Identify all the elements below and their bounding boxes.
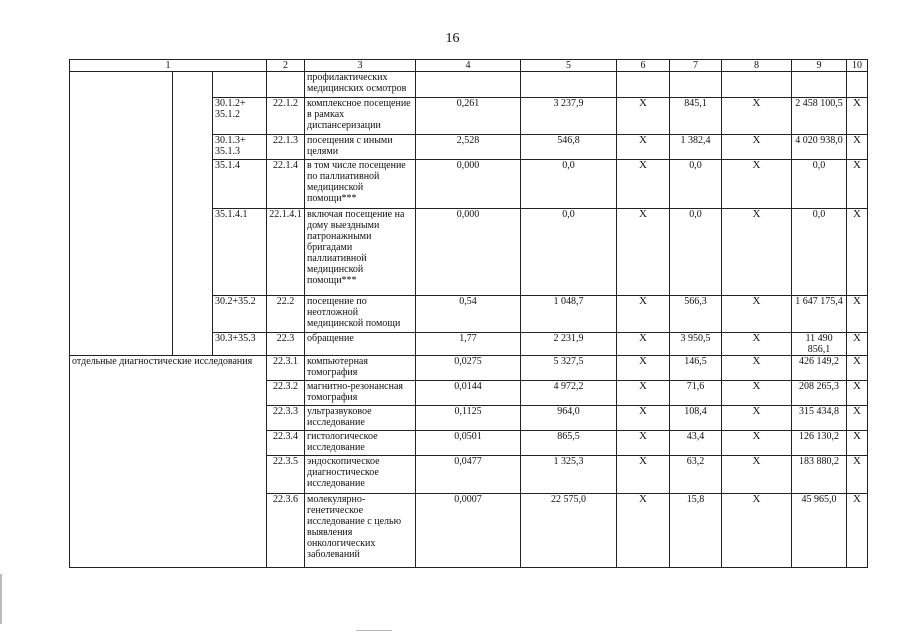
name-cell: магнитно-резонансная томография [305, 381, 416, 406]
value-cell: 0,0144 [416, 381, 521, 406]
name-cell: обращение [305, 333, 416, 356]
value-cell [847, 72, 868, 98]
code-cell: 22.3.3 [267, 406, 305, 431]
value-cell: X [847, 333, 868, 356]
value-cell: 0,0 [670, 209, 722, 296]
value-cell: X [722, 431, 792, 456]
code-cell: 22.1.2 [267, 98, 305, 135]
value-cell [521, 72, 617, 98]
header-cell: 4 [416, 60, 521, 72]
value-cell: X [722, 456, 792, 494]
name-cell: в том числе посещение по паллиативной медицинской помощи*** [305, 160, 416, 209]
sub-code-cell: 30.3+35.3 [213, 333, 267, 356]
code-cell: 22.3 [267, 333, 305, 356]
name-cell: комплексное посещение в рамках диспансеризации [305, 98, 416, 135]
value-cell: 0,000 [416, 209, 521, 296]
value-cell: X [617, 209, 670, 296]
value-cell: X [617, 431, 670, 456]
value-cell: 426 149,2 [792, 356, 847, 381]
value-cell: X [722, 135, 792, 160]
value-cell: 45 965,0 [792, 494, 847, 568]
value-cell: X [617, 456, 670, 494]
name-cell: гистологическое исследование [305, 431, 416, 456]
value-cell: 0,261 [416, 98, 521, 135]
value-cell: 22 575,0 [521, 494, 617, 568]
value-cell: 2 231,9 [521, 333, 617, 356]
value-cell: 3 237,9 [521, 98, 617, 135]
value-cell: 208 265,3 [792, 381, 847, 406]
sub-code-cell: 30.2+35.2 [213, 296, 267, 333]
value-cell: X [617, 494, 670, 568]
scan-edge-mark [0, 574, 2, 624]
name-cell: молекулярно-генетическое исследование с целью выявления онкологических заболеваний [305, 494, 416, 568]
value-cell: X [847, 296, 868, 333]
value-cell: 0,0477 [416, 456, 521, 494]
value-cell: X [847, 135, 868, 160]
header-cell: 6 [617, 60, 670, 72]
value-cell: 315 434,8 [792, 406, 847, 431]
value-cell: 183 880,2 [792, 456, 847, 494]
value-cell [617, 72, 670, 98]
value-cell: X [847, 381, 868, 406]
value-cell: 4 020 938,0 [792, 135, 847, 160]
value-cell: 108,4 [670, 406, 722, 431]
diag-label-cell: отдельные диагностические исследования [70, 356, 267, 568]
subgroup-blank-cell [173, 72, 213, 356]
value-cell: 71,6 [670, 381, 722, 406]
value-cell: X [847, 356, 868, 381]
value-cell: 845,1 [670, 98, 722, 135]
data-table [69, 59, 868, 568]
header-cell: 7 [670, 60, 722, 72]
value-cell: 1 647 175,4 [792, 296, 847, 333]
value-cell: 3 950,5 [670, 333, 722, 356]
value-cell: 0,000 [416, 160, 521, 209]
value-cell: 4 972,2 [521, 381, 617, 406]
sub-code-cell: 30.1.2+ 35.1.2 [213, 98, 267, 135]
value-cell: 0,54 [416, 296, 521, 333]
code-cell: 22.3.5 [267, 456, 305, 494]
header-cell: 3 [305, 60, 416, 72]
value-cell [722, 72, 792, 98]
value-cell: X [617, 160, 670, 209]
header-cell: 9 [792, 60, 847, 72]
value-cell: 964,0 [521, 406, 617, 431]
name-cell: посещение по неотложной медицинской помощи [305, 296, 416, 333]
value-cell: X [847, 431, 868, 456]
name-cell: компьютерная томография [305, 356, 416, 381]
code-cell: 22.3.6 [267, 494, 305, 568]
code-cell: 22.1.4.1 [267, 209, 305, 296]
value-cell: 546,8 [521, 135, 617, 160]
code-cell: 22.2 [267, 296, 305, 333]
sub-code-cell: 30.1.3+ 35.1.3 [213, 135, 267, 160]
value-cell: X [617, 333, 670, 356]
value-cell: X [722, 296, 792, 333]
value-cell [416, 72, 521, 98]
group-blank-cell [70, 72, 173, 356]
value-cell: X [847, 494, 868, 568]
value-cell: X [617, 98, 670, 135]
value-cell: X [617, 356, 670, 381]
scan-line-mark [356, 630, 392, 631]
value-cell: 566,3 [670, 296, 722, 333]
value-cell: 0,0 [521, 160, 617, 209]
table-row [70, 72, 868, 98]
value-cell: 0,0 [521, 209, 617, 296]
value-cell: X [722, 406, 792, 431]
header-row [70, 60, 868, 72]
value-cell: X [722, 98, 792, 135]
value-cell: 126 130,2 [792, 431, 847, 456]
value-cell: X [617, 296, 670, 333]
value-cell: X [722, 209, 792, 296]
name-cell: профилактических медицинских осмотров [305, 72, 416, 98]
sub-code-cell: 35.1.4.1 [213, 209, 267, 296]
header-cell: 5 [521, 60, 617, 72]
header-cell: 1 [70, 60, 267, 72]
value-cell: 5 327,5 [521, 356, 617, 381]
value-cell: X [847, 456, 868, 494]
value-cell: 0,0275 [416, 356, 521, 381]
value-cell: 0,0007 [416, 494, 521, 568]
value-cell: 0,0 [670, 160, 722, 209]
value-cell: X [617, 406, 670, 431]
code-cell: 22.1.3 [267, 135, 305, 160]
value-cell: 15,8 [670, 494, 722, 568]
value-cell: 1 382,4 [670, 135, 722, 160]
value-cell: 2,528 [416, 135, 521, 160]
value-cell: 43,4 [670, 431, 722, 456]
page-number: 16 [445, 31, 460, 46]
code-cell: 22.3.1 [267, 356, 305, 381]
value-cell: X [847, 406, 868, 431]
value-cell: 146,5 [670, 356, 722, 381]
value-cell: X [847, 98, 868, 135]
code-cell: 22.1.4 [267, 160, 305, 209]
value-cell: X [722, 160, 792, 209]
value-cell: X [617, 135, 670, 160]
code-cell: 22.3.4 [267, 431, 305, 456]
value-cell: X [722, 333, 792, 356]
table-row [70, 356, 868, 381]
value-cell: 63,2 [670, 456, 722, 494]
value-cell: X [847, 160, 868, 209]
name-cell: посещения с иными целями [305, 135, 416, 160]
value-cell: 1 325,3 [521, 456, 617, 494]
value-cell: X [722, 381, 792, 406]
value-cell: 0,0501 [416, 431, 521, 456]
value-cell: 865,5 [521, 431, 617, 456]
value-cell: 1,77 [416, 333, 521, 356]
value-cell: 2 458 100,5 [792, 98, 847, 135]
value-cell: X [617, 381, 670, 406]
value-cell: X [722, 494, 792, 568]
name-cell: эндоскопическое диагностическое исследование [305, 456, 416, 494]
value-cell: 0,0 [792, 160, 847, 209]
value-cell [792, 72, 847, 98]
value-cell: 1 048,7 [521, 296, 617, 333]
value-cell: 0,0 [792, 209, 847, 296]
sub-code-cell: 35.1.4 [213, 160, 267, 209]
name-cell: ультразвуковое исследование [305, 406, 416, 431]
value-cell: X [847, 209, 868, 296]
header-cell: 2 [267, 60, 305, 72]
name-cell: включая посещение на дому выездными патронажными бригадами паллиативной медицинской помощи*** [305, 209, 416, 296]
code-cell [267, 72, 305, 98]
value-cell [670, 72, 722, 98]
header-cell: 10 [847, 60, 868, 72]
value-cell: 0,1125 [416, 406, 521, 431]
header-cell: 8 [722, 60, 792, 72]
sub-code-cell [213, 72, 267, 98]
value-cell: 11 490 856,1 [792, 333, 847, 356]
code-cell: 22.3.2 [267, 381, 305, 406]
value-cell: X [722, 356, 792, 381]
